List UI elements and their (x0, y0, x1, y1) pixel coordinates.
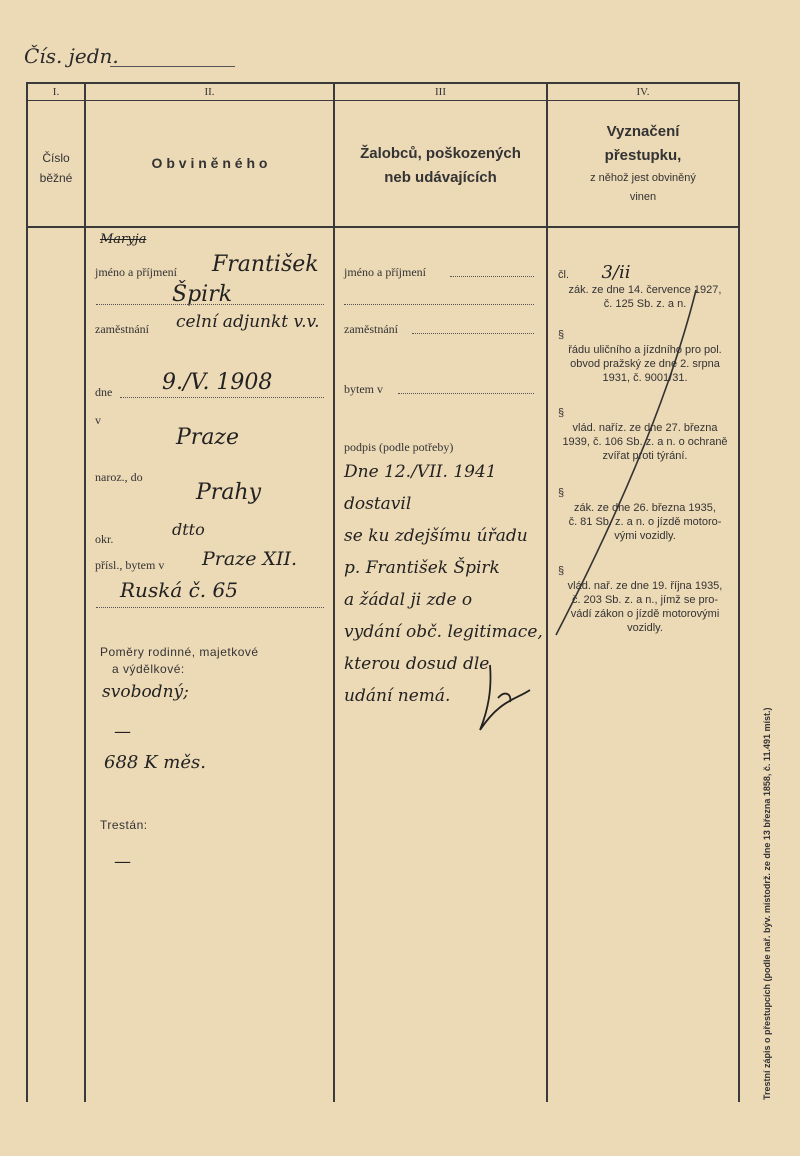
offense-s5-text-4: vozidly. (627, 622, 663, 634)
col2-title: O b v i n ě n é h o (151, 155, 268, 171)
col4-title-line2: přestupku, (604, 147, 682, 164)
accused-family-label-1: Poměry rodinné, majetkové (100, 645, 259, 659)
col3-title-line2: neb udávajících (384, 169, 497, 186)
offense-s1-text-1: zák. ze dne 14. července 1927, (568, 284, 722, 296)
offense-s2-mark: § (558, 329, 565, 341)
side-note: Trestní zápis o přestupcích (podle nař. býv. místodrž. ze dne 13 března 1858, č. 11.491 míst.) (762, 707, 772, 1100)
accused-name-struck: Maryja (100, 232, 147, 247)
complainant-occupation-rule (412, 333, 534, 334)
col2-roman: II. (204, 86, 215, 98)
col1-roman: I. (52, 86, 60, 98)
column-divider-1 (84, 82, 86, 1102)
complainant-note-line-5: vydání obč. legitimace, (344, 622, 543, 642)
accused-name-label: jméno a příjmení (95, 265, 177, 279)
accused-family-value-2: — (114, 722, 131, 742)
offense-s5-text-1: vlád. nař. ze dne 19. října 1935, (567, 580, 723, 592)
complainant-note-line-6: kterou dosud dle (344, 654, 490, 674)
col3-roman: III (435, 86, 446, 98)
accused-family-label-2: a výdělkové: (112, 662, 185, 676)
table-right-border (738, 82, 740, 1102)
accused-name-value: František (212, 252, 319, 277)
offense-s2-text-2: obvod pražský ze dne 2. srpna (570, 358, 720, 370)
col1-title-line1: Číslo (42, 151, 70, 165)
complainant-signature-mark (470, 660, 550, 750)
offense-s1-text-2: č. 125 Sb. z. a n. (603, 298, 687, 310)
accused-name-rule (96, 304, 324, 305)
accused-punished-value: — (114, 852, 131, 872)
offense-s1-mark: čl. (558, 269, 569, 281)
accused-v-label: v (95, 413, 101, 427)
accused-family-value-1: svobodný; (102, 682, 189, 702)
column-divider-2 (333, 82, 335, 1102)
col4-title-line1: Vyznačení (606, 123, 680, 140)
accused-district-label: okr. (95, 532, 114, 546)
offense-s2-text-1: řádu uličního a jízdního pro pol. (568, 344, 722, 356)
accused-residence-rule (96, 607, 324, 608)
col4-roman: IV. (636, 86, 650, 98)
accused-occupation-label: zaměstnání (95, 322, 149, 336)
accused-residence-value-1: Praze XII. (202, 548, 298, 570)
col4-title (548, 120, 738, 206)
offense-s5-text-2: č. 203 Sb. z. a n., jímž se pro- (571, 594, 719, 606)
offense-s4-text-2: č. 81 Sb. z. a n. o jízdě motoro- (568, 516, 722, 528)
accused-occupation-value: celní adjunkt v.v. (176, 312, 320, 332)
complainant-residence-label: bytem v (344, 382, 383, 396)
accused-born-value: Prahy (196, 480, 262, 505)
table-left-border (26, 82, 28, 1102)
offense-s2-text-3: 1931, č. 9001/31. (602, 372, 688, 384)
col4-title-line4: vinen (629, 191, 657, 203)
offense-s4-mark: § (558, 487, 565, 499)
col1-title-line2: běžné (39, 171, 73, 185)
offense-s3-text-2: 1939, č. 106 Sb. z. a n. o ochraně (562, 436, 728, 448)
accused-family-label (100, 644, 259, 678)
accused-born-label: naroz., do (95, 470, 143, 484)
offense-s1-value: 3/ii (601, 262, 631, 283)
table-top-border (26, 82, 740, 84)
header-bottom-border (26, 226, 740, 228)
complainant-residence-rule (398, 393, 534, 394)
header-roman-divider (26, 100, 740, 101)
offense-s4-text-1: zák. ze dne 26. března 1935, (574, 502, 716, 514)
offense-s5-text-3: vádí zákon o jízdě motorovými (570, 608, 720, 620)
complainant-occupation-label: zaměstnání (344, 322, 398, 336)
accused-date-value: 9./V. 1908 (162, 370, 273, 395)
complainant-note-line-1: Dne 12./VII. 1941 dostavil (344, 462, 497, 514)
col3-title-line1: Žalobců, poškozených (360, 145, 521, 162)
col1-title (28, 148, 84, 188)
reference-number-label: Čís. jedn. (24, 44, 119, 68)
complainant-note-line-4: a žádal ji zde o (344, 590, 473, 610)
col4-title-line3: z něhož jest obviněný (590, 172, 696, 184)
complainant-signature-label: podpis (podle potřeby) (344, 440, 454, 454)
complainant-note-line-2: se ku zdejšímu úřadu (344, 526, 528, 546)
accused-date-rule (120, 397, 324, 398)
offense-s3-mark: § (558, 407, 565, 419)
complainant-note-line-3: p. František Špirk (344, 558, 500, 578)
accused-surname-value: Špirk (172, 282, 233, 307)
complainant-name-rule (450, 276, 534, 277)
accused-family-value-3: 688 K měs. (104, 752, 206, 773)
complainant-name-label: jméno a příjmení (344, 265, 426, 279)
accused-residence-label: přísl., bytem v (95, 558, 165, 572)
offense-s3-text-1: vlád. naříz. ze dne 27. března (572, 422, 718, 434)
offense-s4-text-3: vými vozidly. (614, 530, 676, 542)
offense-s3-text-3: zvířat proti týrání. (602, 450, 688, 462)
accused-v-value: Praze (176, 425, 240, 450)
accused-district-value: dtto (172, 520, 205, 539)
offense-s5-mark: § (558, 565, 565, 577)
reference-number-line (110, 66, 235, 67)
accused-residence-value-2: Ruská č. 65 (120, 578, 238, 602)
complainant-note-line-7: udání nemá. (344, 686, 451, 706)
complainant-name-rule-2 (344, 304, 534, 305)
offense-cancel-stroke (546, 250, 738, 650)
col3-title (335, 142, 546, 190)
accused-date-label: dne (95, 385, 113, 399)
accused-punished-label: Trestán: (100, 818, 148, 832)
